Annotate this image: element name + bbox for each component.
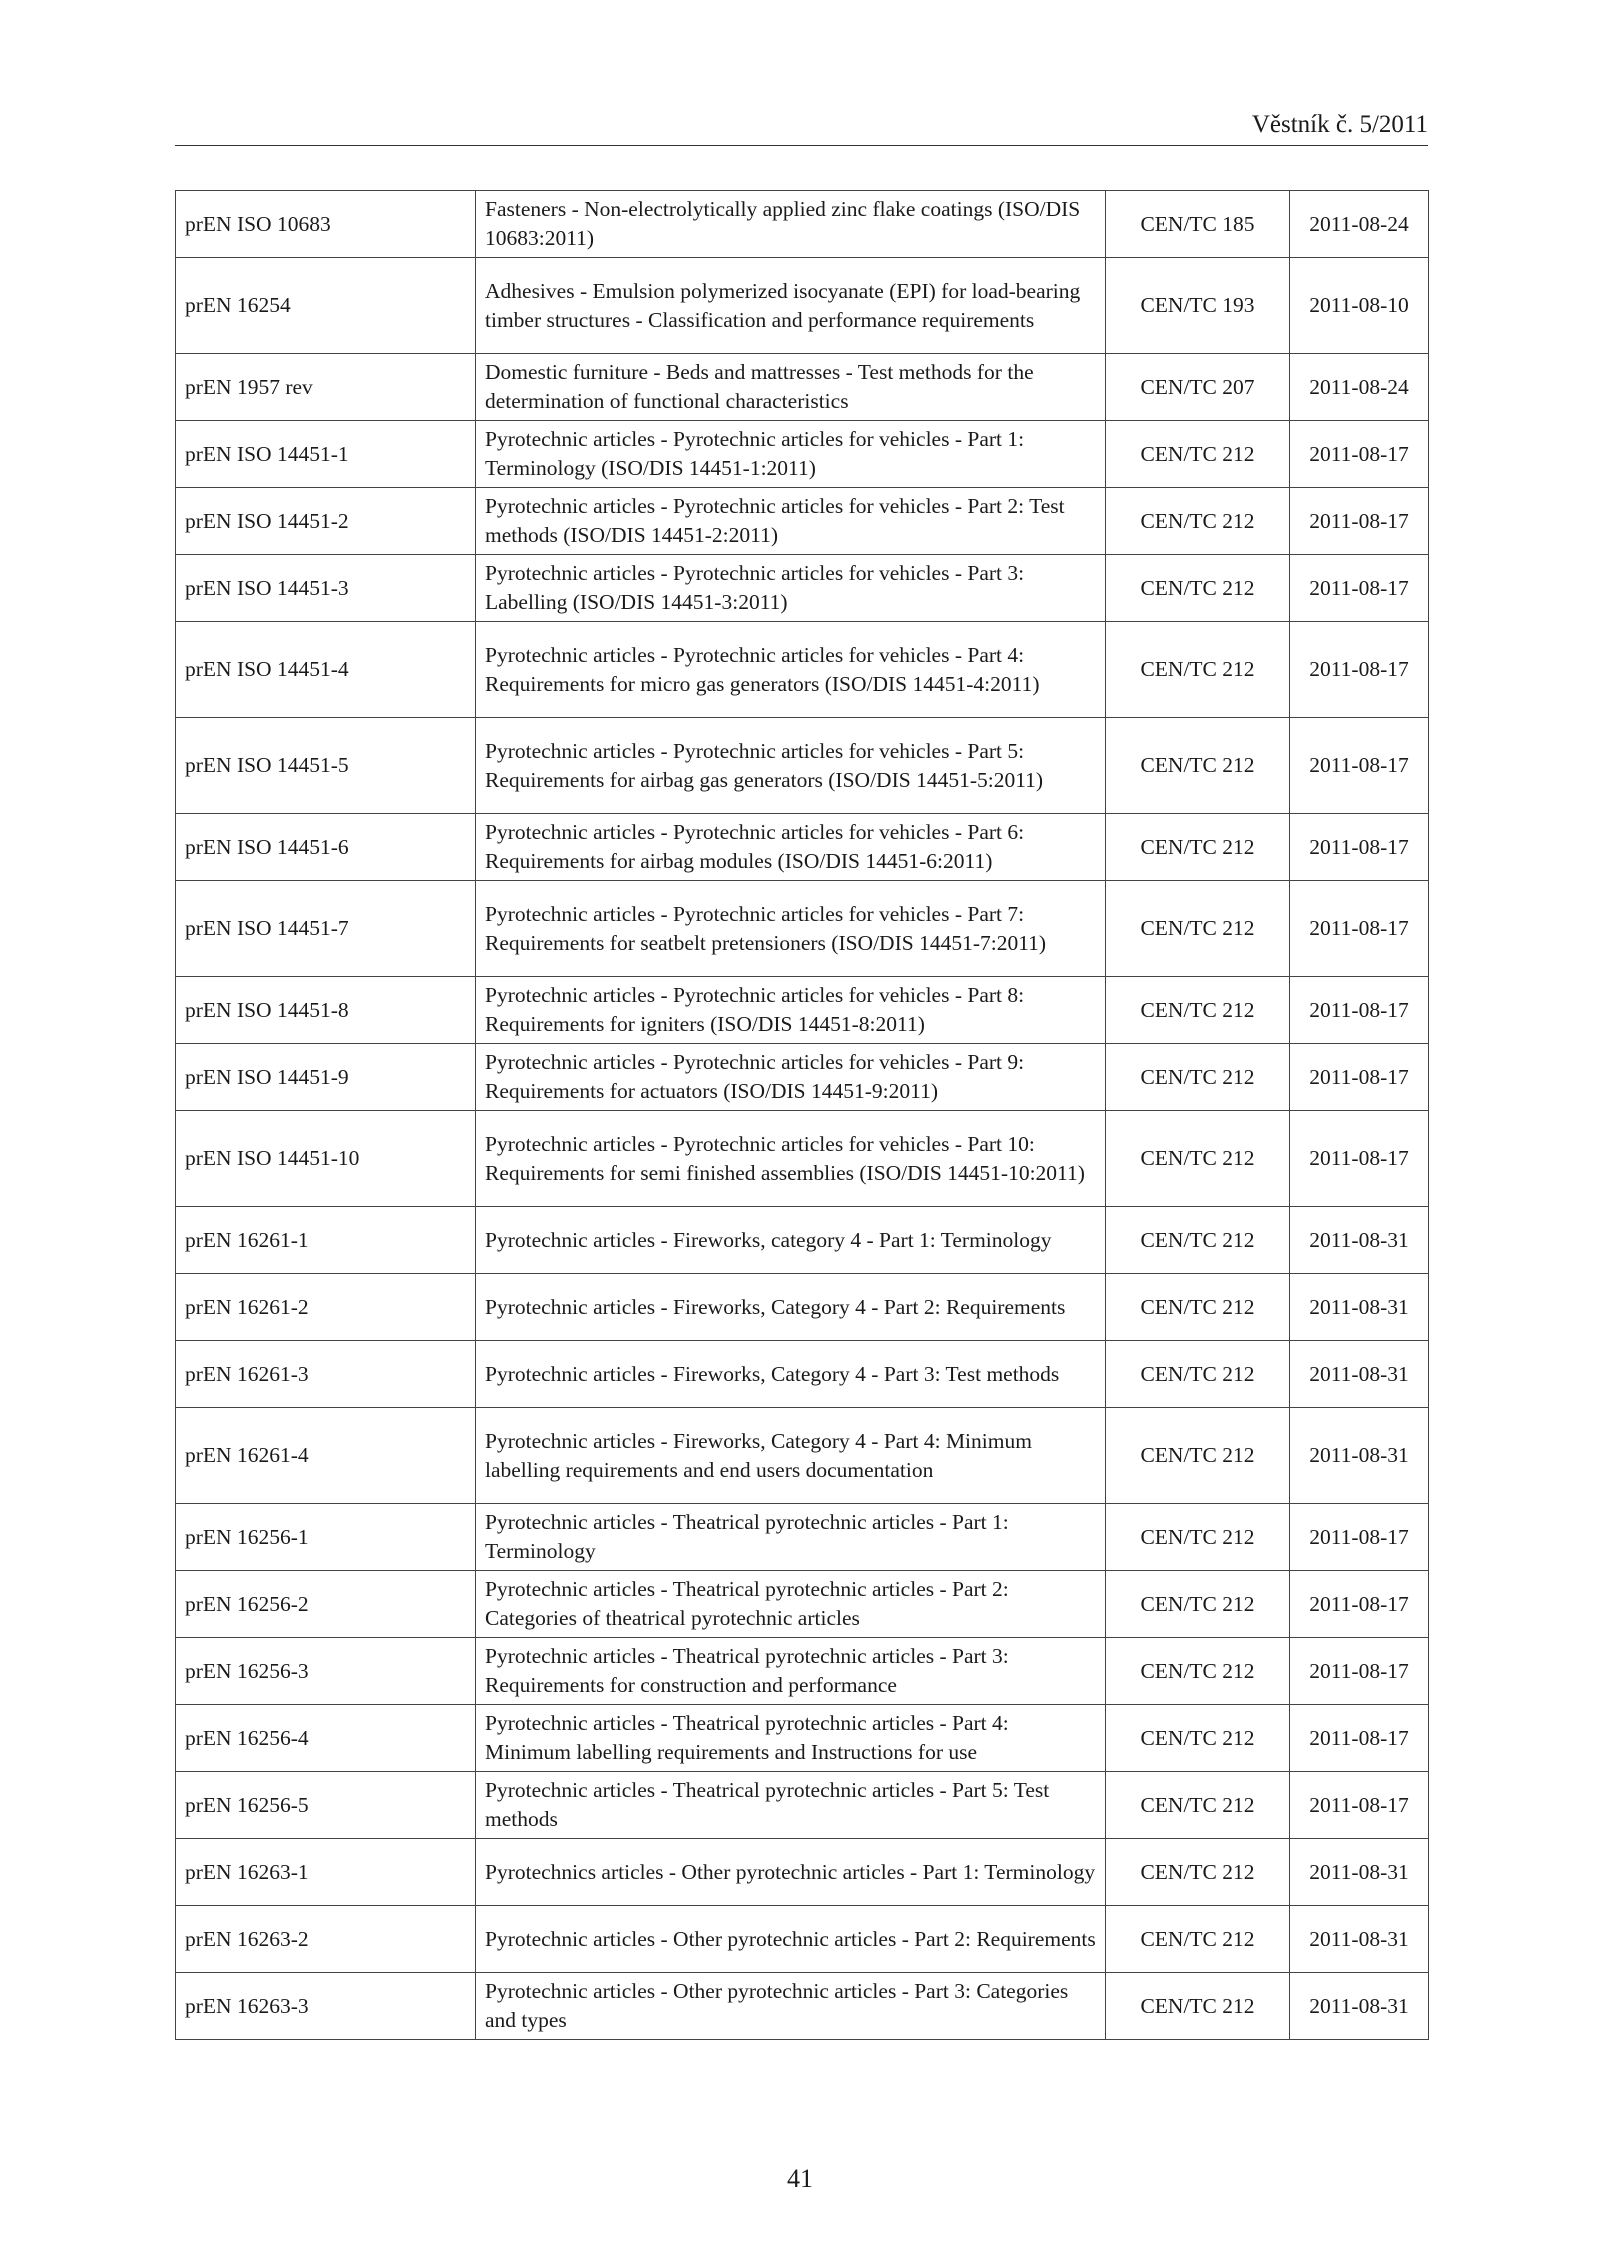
standard-title: Pyrotechnic articles - Theatrical pyrotechnic articles - Part 4: Minimum labelling requirements and Instructions for use xyxy=(476,1705,1106,1772)
table-row xyxy=(176,1772,1429,1839)
standard-reference: prEN ISO 14451-6 xyxy=(176,814,476,881)
standard-title: Pyrotechnic articles - Fireworks, Category 4 - Part 2: Requirements xyxy=(476,1274,1106,1341)
deadline-date: 2011-08-17 xyxy=(1290,1504,1429,1571)
technical-committee: CEN/TC 207 xyxy=(1106,354,1290,421)
standard-title: Pyrotechnic articles - Theatrical pyrotechnic articles - Part 1: Terminology xyxy=(476,1504,1106,1571)
journal-header: Věstník č. 5/2011 xyxy=(1251,111,1428,138)
technical-committee: CEN/TC 212 xyxy=(1106,1772,1290,1839)
standard-reference: prEN ISO 10683 xyxy=(176,191,476,258)
technical-committee: CEN/TC 212 xyxy=(1106,1839,1290,1906)
standard-title: Pyrotechnic articles - Theatrical pyrotechnic articles - Part 2: Categories of theatrical pyrotechnic articles xyxy=(476,1571,1106,1638)
technical-committee: CEN/TC 212 xyxy=(1106,881,1290,977)
deadline-date: 2011-08-31 xyxy=(1290,1906,1429,1973)
standard-title: Pyrotechnic articles - Fireworks, Category 4 - Part 3: Test methods xyxy=(476,1341,1106,1408)
standard-title: Pyrotechnic articles - Theatrical pyrotechnic articles - Part 5: Test methods xyxy=(476,1772,1106,1839)
standard-title: Pyrotechnic articles - Pyrotechnic articles for vehicles - Part 4: Requirements for micro gas generators (ISO/DIS 14451-4:2011) xyxy=(476,622,1106,718)
technical-committee: CEN/TC 212 xyxy=(1106,1044,1290,1111)
standard-title: Pyrotechnics articles - Other pyrotechnic articles - Part 1: Terminology xyxy=(476,1839,1106,1906)
standards-table xyxy=(175,190,1429,2040)
deadline-date: 2011-08-17 xyxy=(1290,622,1429,718)
standard-reference: prEN 16263-1 xyxy=(176,1839,476,1906)
table-row xyxy=(176,1111,1429,1207)
standard-reference: prEN 16256-2 xyxy=(176,1571,476,1638)
standard-reference: prEN 1957 rev xyxy=(176,354,476,421)
deadline-date: 2011-08-17 xyxy=(1290,977,1429,1044)
technical-committee: CEN/TC 212 xyxy=(1106,421,1290,488)
standard-reference: prEN ISO 14451-5 xyxy=(176,718,476,814)
standard-reference: prEN 16256-5 xyxy=(176,1772,476,1839)
standard-title: Pyrotechnic articles - Pyrotechnic articles for vehicles - Part 1: Terminology (ISO/DIS 14451-1:2011) xyxy=(476,421,1106,488)
deadline-date: 2011-08-17 xyxy=(1290,1111,1429,1207)
table-row xyxy=(176,814,1429,881)
standard-title: Pyrotechnic articles - Pyrotechnic articles for vehicles - Part 5: Requirements for airbag gas generators (ISO/DIS 14451-5:2011) xyxy=(476,718,1106,814)
standard-reference: prEN 16256-3 xyxy=(176,1638,476,1705)
deadline-date: 2011-08-17 xyxy=(1290,1571,1429,1638)
standard-reference: prEN ISO 14451-10 xyxy=(176,1111,476,1207)
standard-reference: prEN 16263-3 xyxy=(176,1973,476,2040)
standard-reference: prEN ISO 14451-7 xyxy=(176,881,476,977)
standard-title: Pyrotechnic articles - Pyrotechnic articles for vehicles - Part 9: Requirements for actuators (ISO/DIS 14451-9:2011) xyxy=(476,1044,1106,1111)
deadline-date: 2011-08-17 xyxy=(1290,1772,1429,1839)
technical-committee: CEN/TC 212 xyxy=(1106,1571,1290,1638)
standard-reference: prEN 16263-2 xyxy=(176,1906,476,1973)
standards-table-body xyxy=(176,191,1429,2040)
technical-committee: CEN/TC 212 xyxy=(1106,1341,1290,1408)
standard-reference: prEN 16261-1 xyxy=(176,1207,476,1274)
technical-committee: CEN/TC 193 xyxy=(1106,258,1290,354)
deadline-date: 2011-08-17 xyxy=(1290,488,1429,555)
standard-title: Pyrotechnic articles - Other pyrotechnic articles - Part 3: Categories and types xyxy=(476,1973,1106,2040)
table-row xyxy=(176,1408,1429,1504)
deadline-date: 2011-08-17 xyxy=(1290,814,1429,881)
table-row xyxy=(176,258,1429,354)
table-row xyxy=(176,488,1429,555)
technical-committee: CEN/TC 212 xyxy=(1106,814,1290,881)
table-row xyxy=(176,1973,1429,2040)
standard-reference: prEN 16261-3 xyxy=(176,1341,476,1408)
standard-title: Pyrotechnic articles - Other pyrotechnic articles - Part 2: Requirements xyxy=(476,1906,1106,1973)
technical-committee: CEN/TC 212 xyxy=(1106,488,1290,555)
deadline-date: 2011-08-17 xyxy=(1290,555,1429,622)
deadline-date: 2011-08-24 xyxy=(1290,354,1429,421)
technical-committee: CEN/TC 212 xyxy=(1106,977,1290,1044)
standard-title: Pyrotechnic articles - Pyrotechnic articles for vehicles - Part 10: Requirements for semi finished assemblies (ISO/DIS 14451-10:2011) xyxy=(476,1111,1106,1207)
deadline-date: 2011-08-31 xyxy=(1290,1408,1429,1504)
standard-reference: prEN ISO 14451-9 xyxy=(176,1044,476,1111)
deadline-date: 2011-08-17 xyxy=(1290,718,1429,814)
technical-committee: CEN/TC 212 xyxy=(1106,622,1290,718)
technical-committee: CEN/TC 212 xyxy=(1106,1274,1290,1341)
table-row xyxy=(176,1341,1429,1408)
deadline-date: 2011-08-17 xyxy=(1290,881,1429,977)
standard-title: Pyrotechnic articles - Theatrical pyrotechnic articles - Part 3: Requirements for construction and performance xyxy=(476,1638,1106,1705)
standard-reference: prEN ISO 14451-1 xyxy=(176,421,476,488)
table-row xyxy=(176,1839,1429,1906)
table-row xyxy=(176,1638,1429,1705)
header-rule xyxy=(175,145,1428,146)
technical-committee: CEN/TC 212 xyxy=(1106,1408,1290,1504)
table-row xyxy=(176,1571,1429,1638)
table-row xyxy=(176,1274,1429,1341)
deadline-date: 2011-08-31 xyxy=(1290,1207,1429,1274)
table-row xyxy=(176,1705,1429,1772)
standard-title: Pyrotechnic articles - Pyrotechnic articles for vehicles - Part 6: Requirements for airbag modules (ISO/DIS 14451-6:2011) xyxy=(476,814,1106,881)
deadline-date: 2011-08-17 xyxy=(1290,1705,1429,1772)
standard-reference: prEN ISO 14451-2 xyxy=(176,488,476,555)
technical-committee: CEN/TC 212 xyxy=(1106,1973,1290,2040)
standard-title: Pyrotechnic articles - Pyrotechnic articles for vehicles - Part 8: Requirements for igniters (ISO/DIS 14451-8:2011) xyxy=(476,977,1106,1044)
deadline-date: 2011-08-31 xyxy=(1290,1973,1429,2040)
standard-title: Fasteners - Non-electrolytically applied zinc flake coatings (ISO/DIS 10683:2011) xyxy=(476,191,1106,258)
technical-committee: CEN/TC 212 xyxy=(1106,1705,1290,1772)
standard-title: Pyrotechnic articles - Pyrotechnic articles for vehicles - Part 2: Test methods (ISO/DIS 14451-2:2011) xyxy=(476,488,1106,555)
deadline-date: 2011-08-31 xyxy=(1290,1274,1429,1341)
table-row xyxy=(176,191,1429,258)
deadline-date: 2011-08-24 xyxy=(1290,191,1429,258)
standard-title: Pyrotechnic articles - Fireworks, category 4 - Part 1: Terminology xyxy=(476,1207,1106,1274)
standard-title: Pyrotechnic articles - Pyrotechnic articles for vehicles - Part 3: Labelling (ISO/DIS 14451-3:2011) xyxy=(476,555,1106,622)
technical-committee: CEN/TC 212 xyxy=(1106,1111,1290,1207)
technical-committee: CEN/TC 212 xyxy=(1106,1504,1290,1571)
standard-reference: prEN 16256-4 xyxy=(176,1705,476,1772)
standard-title: Adhesives - Emulsion polymerized isocyanate (EPI) for load-bearing timber structures - Classification and performance requirements xyxy=(476,258,1106,354)
table-row xyxy=(176,977,1429,1044)
table-row xyxy=(176,718,1429,814)
technical-committee: CEN/TC 212 xyxy=(1106,718,1290,814)
technical-committee: CEN/TC 212 xyxy=(1106,555,1290,622)
standard-reference: prEN 16256-1 xyxy=(176,1504,476,1571)
deadline-date: 2011-08-17 xyxy=(1290,1638,1429,1705)
table-row xyxy=(176,622,1429,718)
standard-title: Pyrotechnic articles - Fireworks, Category 4 - Part 4: Minimum labelling requirements and end users documentation xyxy=(476,1408,1106,1504)
standard-reference: prEN 16261-4 xyxy=(176,1408,476,1504)
deadline-date: 2011-08-10 xyxy=(1290,258,1429,354)
table-row xyxy=(176,881,1429,977)
table-row xyxy=(176,555,1429,622)
table-row xyxy=(176,1906,1429,1973)
standard-reference: prEN 16254 xyxy=(176,258,476,354)
standard-title: Domestic furniture - Beds and mattresses - Test methods for the determination of functional characteristics xyxy=(476,354,1106,421)
table-row xyxy=(176,1504,1429,1571)
technical-committee: CEN/TC 185 xyxy=(1106,191,1290,258)
standard-reference: prEN ISO 14451-3 xyxy=(176,555,476,622)
deadline-date: 2011-08-17 xyxy=(1290,421,1429,488)
standard-reference: prEN ISO 14451-8 xyxy=(176,977,476,1044)
standard-reference: prEN ISO 14451-4 xyxy=(176,622,476,718)
technical-committee: CEN/TC 212 xyxy=(1106,1906,1290,1973)
standard-title: Pyrotechnic articles - Pyrotechnic articles for vehicles - Part 7: Requirements for seatbelt pretensioners (ISO/DIS 14451-7:2011) xyxy=(476,881,1106,977)
page-number: 41 xyxy=(787,2164,813,2193)
table-row xyxy=(176,1044,1429,1111)
technical-committee: CEN/TC 212 xyxy=(1106,1207,1290,1274)
table-row xyxy=(176,354,1429,421)
technical-committee: CEN/TC 212 xyxy=(1106,1638,1290,1705)
standard-reference: prEN 16261-2 xyxy=(176,1274,476,1341)
table-row xyxy=(176,421,1429,488)
deadline-date: 2011-08-31 xyxy=(1290,1341,1429,1408)
deadline-date: 2011-08-17 xyxy=(1290,1044,1429,1111)
table-row xyxy=(176,1207,1429,1274)
deadline-date: 2011-08-31 xyxy=(1290,1839,1429,1906)
